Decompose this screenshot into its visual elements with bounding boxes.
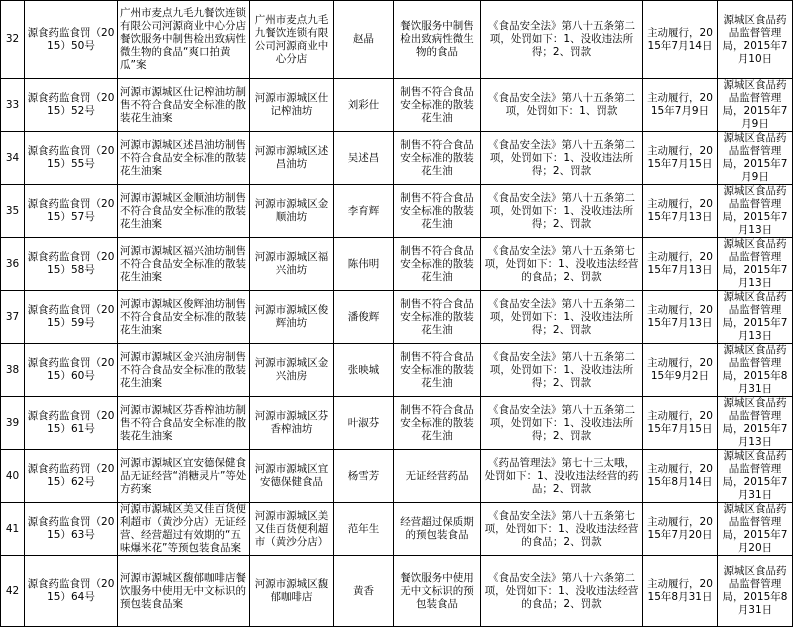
table-row bbox=[1, 503, 793, 556]
penalty-authority: 源城区食品药品监督管理局，2015年7月10日 bbox=[718, 1, 793, 79]
case-name: 河源市源城区福兴油坊制售不符合食品安全标准的散装花生油案 bbox=[118, 238, 250, 291]
party-name: 河源市源城区述昌油坊 bbox=[250, 132, 334, 185]
penalty-basis: 《药品管理法》第七十三太哦，处罚如下：1、没收违法经营的药品；2、罚款 bbox=[481, 450, 643, 503]
legal-representative: 陈伟明 bbox=[334, 238, 394, 291]
violation-type: 制售不符合食品安全标准的散装花生油 bbox=[394, 185, 481, 238]
legal-representative: 李育辉 bbox=[334, 185, 394, 238]
legal-representative: 刘彩仕 bbox=[334, 79, 394, 132]
party-name: 河源市源城区金顺油坊 bbox=[250, 185, 334, 238]
execution-status: 主动履行，2015年7月15日 bbox=[643, 397, 718, 450]
document-number: 源食药监药罚（2015）62号 bbox=[25, 450, 118, 503]
party-name: 河源市源城区宜安德保健食品 bbox=[250, 450, 334, 503]
penalty-authority: 源城区食品药品监督管理局，2015年7月9日 bbox=[718, 132, 793, 185]
violation-type: 经营超过保质期的预包装食品 bbox=[394, 503, 481, 556]
legal-representative: 吴述昌 bbox=[334, 132, 394, 185]
penalty-basis: 《食品安全法》第八十五条第二项，处罚如下：1、没收违法所得；2、罚款 bbox=[481, 1, 643, 79]
penalty-authority: 源城区食品药品监督管理局，2015年7月13日 bbox=[718, 185, 793, 238]
document-number: 源食药监食罚（2015）60号 bbox=[25, 344, 118, 397]
row-number: 37 bbox=[1, 291, 25, 344]
row-number: 36 bbox=[1, 238, 25, 291]
row-number: 38 bbox=[1, 344, 25, 397]
violation-type: 制售不符合食品安全标准的散装花生油 bbox=[394, 344, 481, 397]
document-number: 源食药监食罚（2015）55号 bbox=[25, 132, 118, 185]
execution-status: 主动履行，2015年7月20日 bbox=[643, 503, 718, 556]
row-number: 41 bbox=[1, 503, 25, 556]
row-number: 34 bbox=[1, 132, 25, 185]
penalty-basis: 《食品安全法》第八十五条第七项，处罚如下：1、没收违法经营的食品；2、罚款 bbox=[481, 503, 643, 556]
penalty-basis: 《食品安全法》第八十五条第二项，处罚如下：1、没收违法所得；2、罚款 bbox=[481, 397, 643, 450]
document-number: 源食药监食罚（2015）63号 bbox=[25, 503, 118, 556]
table-body bbox=[1, 1, 793, 627]
row-number: 40 bbox=[1, 450, 25, 503]
penalty-authority: 源城区食品药品监督管理局，2015年7月13日 bbox=[718, 397, 793, 450]
table-row bbox=[1, 344, 793, 397]
legal-representative: 潘俊辉 bbox=[334, 291, 394, 344]
document-number: 源食药监食罚（2015）58号 bbox=[25, 238, 118, 291]
case-name: 河源市源城区述昌油坊制售不符合食品安全标准的散装花生油案 bbox=[118, 132, 250, 185]
penalty-basis: 《食品安全法》第八十五条第二项，处罚如下：1、罚款 bbox=[481, 79, 643, 132]
violation-type: 制售不符合食品安全标准的散装花生油 bbox=[394, 79, 481, 132]
case-name: 河源市源城区馥郁咖啡店餐饮服务中使用无中文标识的预包装食品案 bbox=[118, 556, 250, 627]
case-name: 河源市源城区仕记榨油坊制售不符合食品安全标准的散装花生油案 bbox=[118, 79, 250, 132]
penalty-authority: 源城区食品药品监督管理局，2015年8月31日 bbox=[718, 344, 793, 397]
penalty-authority: 源城区食品药品监督管理局，2015年8月31日 bbox=[718, 556, 793, 627]
table-row bbox=[1, 132, 793, 185]
legal-representative: 杨雪芳 bbox=[334, 450, 394, 503]
case-name: 河源市源城区宜安德保健食品无证经营“消糖灵片”等处方药案 bbox=[118, 450, 250, 503]
party-name: 河源市源城区芬香榨油坊 bbox=[250, 397, 334, 450]
violation-type: 无证经营药品 bbox=[394, 450, 481, 503]
party-name: 河源市源城区金兴油房 bbox=[250, 344, 334, 397]
party-name: 河源市源城区福兴油坊 bbox=[250, 238, 334, 291]
document-number: 源食药监食罚（2015）50号 bbox=[25, 1, 118, 79]
document-number: 源食药监食罚（2015）64号 bbox=[25, 556, 118, 627]
violation-type: 制售不符合食品安全标准的散装花生油 bbox=[394, 132, 481, 185]
legal-representative: 叶淑芬 bbox=[334, 397, 394, 450]
party-name: 河源市源城区俊辉油坊 bbox=[250, 291, 334, 344]
document-number: 源食药监食罚（2015）59号 bbox=[25, 291, 118, 344]
table-row bbox=[1, 291, 793, 344]
row-number: 32 bbox=[1, 1, 25, 79]
execution-status: 主动履行，2015年8月31日 bbox=[643, 556, 718, 627]
case-name: 河源市源城区芬香榨油坊制售不符合食品安全标准的散装花生油案 bbox=[118, 397, 250, 450]
execution-status: 主动履行，2015年7月14日 bbox=[643, 1, 718, 79]
penalty-authority: 源城区食品药品监督管理局，2015年7月9日 bbox=[718, 79, 793, 132]
execution-status: 主动履行，2015年7月13日 bbox=[643, 291, 718, 344]
legal-representative: 范年生 bbox=[334, 503, 394, 556]
table-row bbox=[1, 238, 793, 291]
legal-representative: 张映城 bbox=[334, 344, 394, 397]
penalty-basis: 《食品安全法》第八十五条第二项，处罚如下：1、没收违法所得；2、罚款 bbox=[481, 291, 643, 344]
table-row bbox=[1, 556, 793, 627]
row-number: 39 bbox=[1, 397, 25, 450]
execution-status: 主动履行，2015年9月2日 bbox=[643, 344, 718, 397]
violation-type: 制售不符合食品安全标准的散装花生油 bbox=[394, 291, 481, 344]
table-row bbox=[1, 1, 793, 79]
execution-status: 主动履行，2015年7月13日 bbox=[643, 238, 718, 291]
table-row bbox=[1, 397, 793, 450]
party-name: 河源市源城区馥郁咖啡店 bbox=[250, 556, 334, 627]
document-number: 源食药监食罚（2015）52号 bbox=[25, 79, 118, 132]
row-number: 35 bbox=[1, 185, 25, 238]
case-name: 河源市源城区金顺油坊制售不符合食品安全标准的散装花生油案 bbox=[118, 185, 250, 238]
execution-status: 主动履行，2015年7月13日 bbox=[643, 185, 718, 238]
row-number: 33 bbox=[1, 79, 25, 132]
violation-type: 餐饮服务中使用无中文标识的预包装食品 bbox=[394, 556, 481, 627]
case-name: 河源市源城区俊辉油坊制售不符合食品安全标准的散装花生油案 bbox=[118, 291, 250, 344]
legal-representative: 赵晶 bbox=[334, 1, 394, 79]
penalty-authority: 源城区食品药品监督管理局，2015年7月31日 bbox=[718, 450, 793, 503]
execution-status: 主动履行，2015年7月15日 bbox=[643, 132, 718, 185]
execution-status: 主动履行，2015年8月14日 bbox=[643, 450, 718, 503]
execution-status: 主动履行，2015年7月9日 bbox=[643, 79, 718, 132]
penalty-basis: 《食品安全法》第八十五条第二项，处罚如下：1、没收违法所得；2、罚款 bbox=[481, 185, 643, 238]
row-number: 42 bbox=[1, 556, 25, 627]
penalty-basis: 《食品安全法》第八十五条第二项，处罚如下：1、没收违法所得；2、罚款 bbox=[481, 344, 643, 397]
table-row bbox=[1, 185, 793, 238]
document-number: 源食药监食罚（2015）57号 bbox=[25, 185, 118, 238]
table-row bbox=[1, 450, 793, 503]
party-name: 广州市麦点九毛九餐饮连锁有限公司河源商业中心分店 bbox=[250, 1, 334, 79]
party-name: 河源市源城区仕记榨油坊 bbox=[250, 79, 334, 132]
document-number: 源食药监食罚（2015）61号 bbox=[25, 397, 118, 450]
case-name: 河源市源城区金兴油房制售不符合食品安全标准的散装花生油案 bbox=[118, 344, 250, 397]
penalty-authority: 源城区食品药品监督管理局，2015年7月13日 bbox=[718, 238, 793, 291]
penalty-basis: 《食品安全法》第八十五条第二项，处罚如下：1、没收违法所得；2、罚款 bbox=[481, 132, 643, 185]
penalty-authority: 源城区食品药品监督管理局，2015年7月13日 bbox=[718, 291, 793, 344]
penalty-basis: 《食品安全法》第八十五条第七项，处罚如下：1、没收违法经营的食品；2、罚款 bbox=[481, 238, 643, 291]
party-name: 河源市源城区美又佳百货便利超市（黄沙分店） bbox=[250, 503, 334, 556]
table-row bbox=[1, 79, 793, 132]
penalty-authority: 源城区食品药品监督管理局，2015年7月20日 bbox=[718, 503, 793, 556]
violation-type: 制售不符合食品安全标准的散装花生油 bbox=[394, 238, 481, 291]
case-name: 广州市麦点九毛九餐饮连锁有限公司河源商业中心分店餐饮服务中制售检出致病性微生物的食品“爽口拍黄瓜”案 bbox=[118, 1, 250, 79]
penalty-basis: 《食品安全法》第八十六条第二项，处罚如下：1、没收违法经营的食品；2、罚款 bbox=[481, 556, 643, 627]
case-name: 河源市源城区美又佳百货便利超市（黄沙分店）无证经营、经营超过有效期的“五味爆米花”等预包装食品案 bbox=[118, 503, 250, 556]
violation-type: 餐饮服务中制售检出致病性微生物的食品 bbox=[394, 1, 481, 79]
violation-type: 制售不符合食品安全标准的散装花生油 bbox=[394, 397, 481, 450]
legal-representative: 黄香 bbox=[334, 556, 394, 627]
